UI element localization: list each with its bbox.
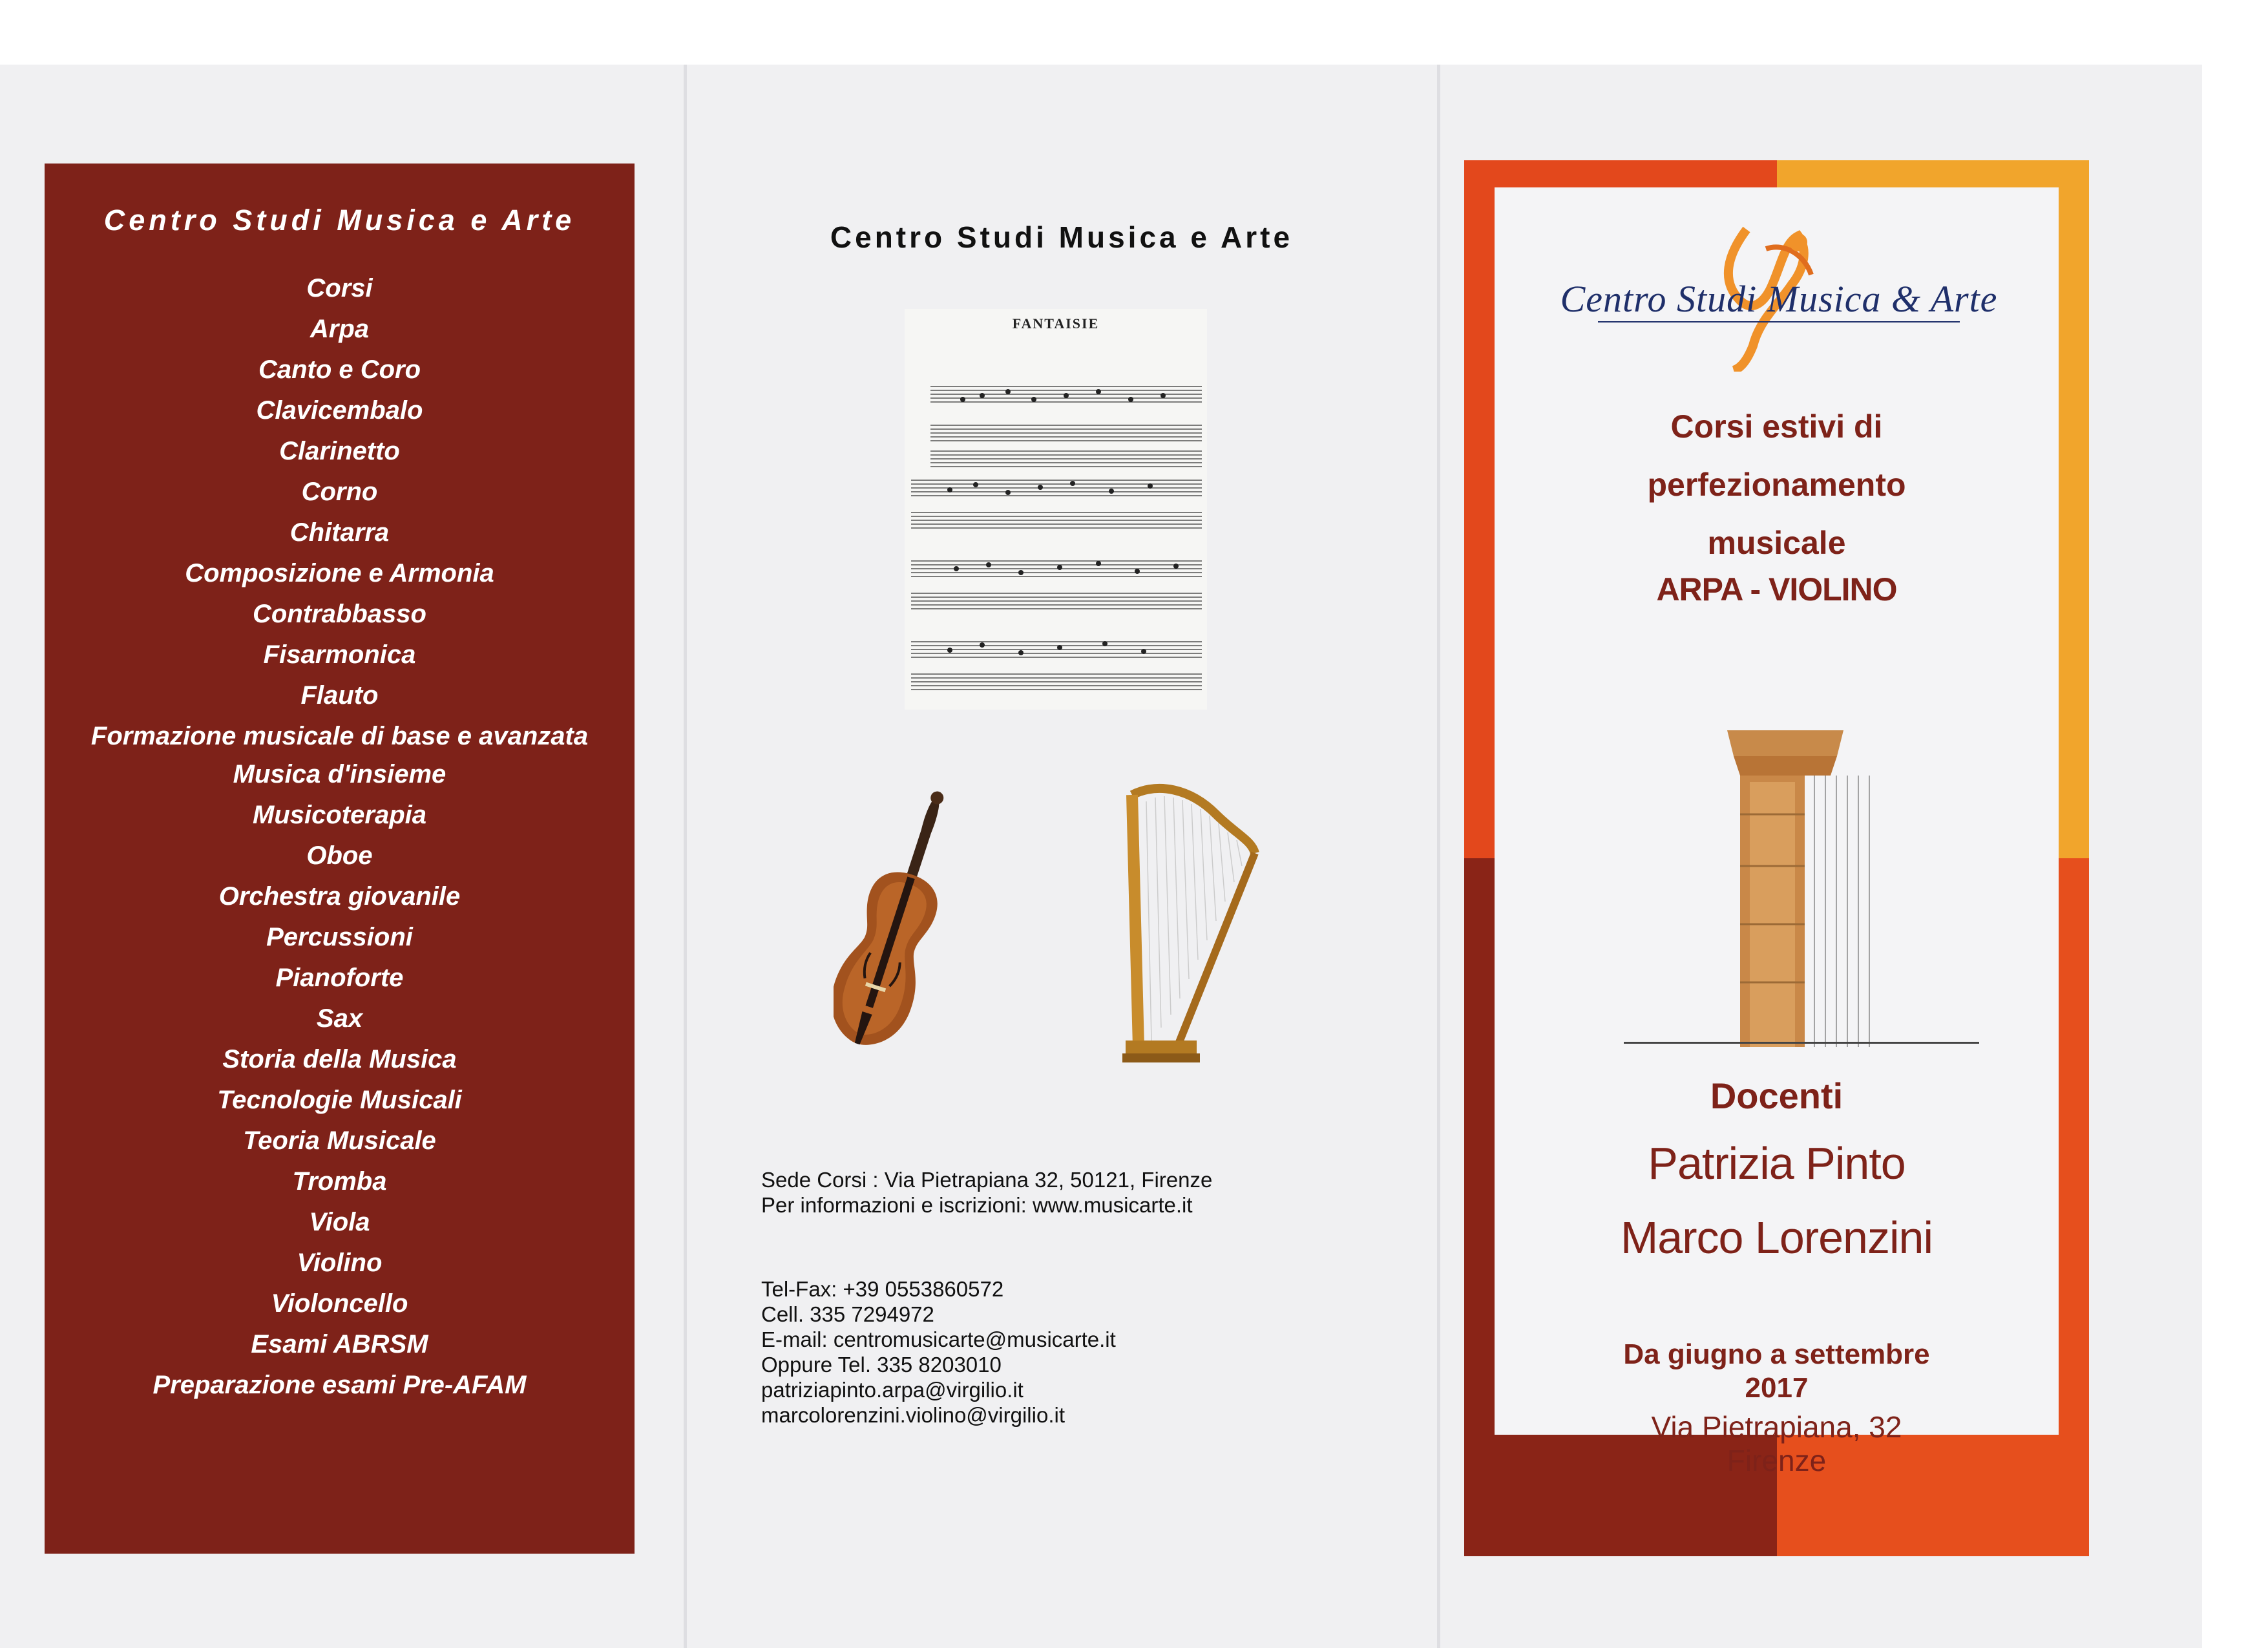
course-item: Tromba (292, 1167, 387, 1196)
course-item: Preparazione esami Pre-AFAM (152, 1371, 527, 1399)
course-item: Orchestra giovanile (218, 882, 461, 911)
email-lorenzini-text: marcolorenzini.violino@virgilio.it (761, 1403, 1065, 1427)
harp-baseline (1624, 1042, 1979, 1044)
course-item: Clarinetto (279, 437, 400, 465)
course-title-line: musicale (1707, 525, 1846, 561)
course-address-block (761, 1167, 1212, 1218)
course-item: Formazione musicale di base e avanzata (90, 722, 589, 750)
teachers-label: Docenti (1710, 1075, 1843, 1116)
course-item: Sax (316, 1004, 363, 1033)
dates-line: Da giugno a settembre (1623, 1338, 1930, 1370)
course-item: Storia della Musica (222, 1045, 457, 1073)
course-title (1495, 397, 2059, 572)
course-item: Fisarmonica (263, 640, 416, 669)
course-item: Musica d'insieme (233, 760, 446, 788)
dates-line: 2017 (1745, 1372, 1809, 1404)
teacher-name: Marco Lorenzini (1621, 1212, 1933, 1263)
email-pinto-text: patriziapinto.arpa@virgilio.it (761, 1378, 1024, 1402)
school-logo (1553, 223, 2005, 372)
logo-text: Centro Studi Musica & Arte (1560, 278, 1998, 320)
harp-image (1113, 776, 1261, 1073)
course-title-line: Corsi estivi di (1670, 408, 1883, 445)
violin-image (834, 766, 963, 1070)
cover-card (1495, 187, 2059, 1477)
course-item: Oboe (306, 841, 373, 870)
course-dates (1495, 1338, 2059, 1405)
logo-underline (1598, 321, 1960, 322)
course-list-box (45, 164, 635, 1554)
harp-detail-image (1688, 717, 1882, 1053)
course-item: Violoncello (271, 1289, 408, 1318)
sheet-music-image (905, 309, 1207, 710)
course-item: Pianoforte (275, 964, 404, 992)
email-text: E-mail: centromusicarte@musicarte.it (761, 1327, 1116, 1351)
tel-fax-text: Tel-Fax: +39 0553860572 (761, 1277, 1004, 1301)
course-item: Clavicembalo (256, 396, 423, 425)
course-item: Percussioni (266, 923, 413, 951)
course-item: Canto e Coro (258, 355, 421, 384)
contact-block (761, 1276, 1116, 1428)
course-item: Corno (301, 478, 378, 506)
course-item: Violino (297, 1249, 383, 1277)
venue-line: Via Pietrapiana, 32 (1651, 1410, 1902, 1444)
course-item: Esami ABRSM (251, 1330, 428, 1358)
info-website-text: Per informazioni e iscrizioni: www.musicarte.it (761, 1193, 1193, 1217)
sheet-music-title: FANTAISIE (1012, 315, 1100, 332)
fold-line-right (1437, 65, 1440, 1648)
middle-panel-title: Centro Studi Musica e Arte (830, 220, 1294, 254)
course-item: Flauto (300, 681, 379, 710)
fold-line-left (684, 65, 687, 1648)
left-panel-title: Centro Studi Musica e Arte (103, 204, 576, 237)
alt-tel-text: Oppure Tel. 335 8203010 (761, 1353, 1002, 1377)
sheet-music-staves (905, 309, 1207, 710)
course-instruments: ARPA - VIOLINO (1656, 571, 1897, 607)
course-venue-text: Sede Corsi : Via Pietrapiana 32, 50121, Firenze (761, 1168, 1213, 1192)
course-item: Viola (309, 1208, 370, 1236)
course-title-line: perfezionamento (1647, 467, 1906, 503)
course-item: Corsi (306, 274, 373, 302)
teacher-name: Patrizia Pinto (1648, 1138, 1906, 1188)
venue-address (1495, 1410, 2059, 1477)
course-item: Musicoterapia (253, 801, 426, 829)
course-item: Contrabbasso (253, 600, 426, 628)
course-item: Teoria Musicale (243, 1126, 436, 1155)
course-item: Composizione e Armonia (185, 559, 494, 587)
course-item: Chitarra (289, 518, 390, 547)
cell-text: Cell. 335 7294972 (761, 1302, 934, 1326)
venue-line: Firenze (1727, 1444, 1827, 1477)
course-item: Arpa (310, 315, 370, 343)
course-item: Tecnologie Musicali (217, 1086, 462, 1114)
course-list (45, 273, 635, 1411)
